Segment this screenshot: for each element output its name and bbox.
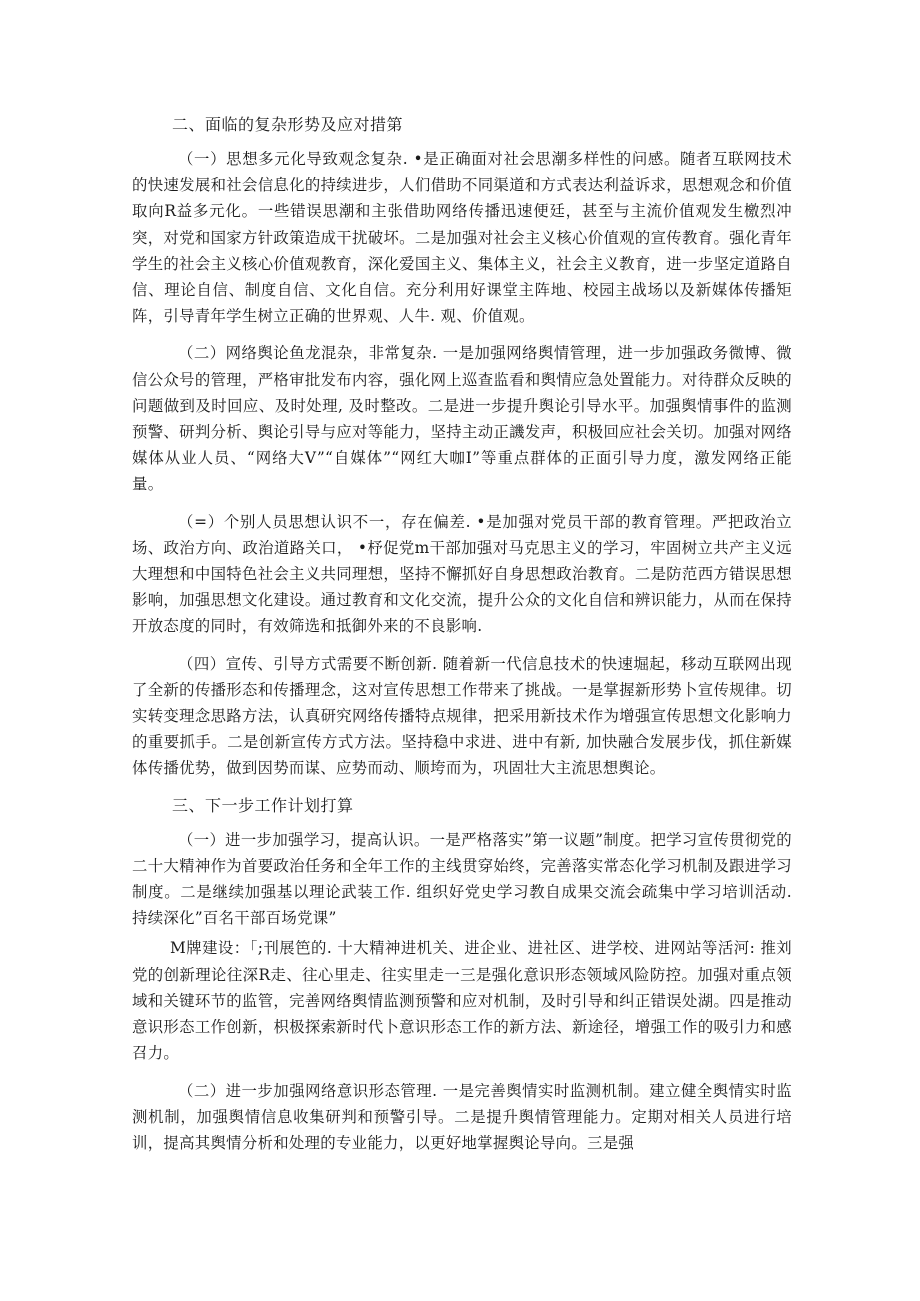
section2-heading: 二、面临的复杂形势及应对措第 — [172, 115, 404, 134]
section3-paragraph-3: （二）进一步加强网络意识形态管理. 一是完善舆情实时监测机制。建立健全舆情实时监测机制，加强舆情信息收集研判和预警引导。二是提升舆情管理能力。定期对相关人员进行培训，提高其舆情分析和处理的专业能力，以更好地掌握舆论导向。三是强 — [132, 1081, 792, 1152]
section2-paragraph-2: （二）网络舆论鱼龙混杂，非常复杂. 一是加强网络舆情管理，进一步加强政务微博、微信公众号的管理，严格审批发布内容，强化网上巡查监看和舆情应急处置能力。对待群众反映的问题做到及时回应、及时处理, 及时整改。二是进一步提升舆论引导水平。加强舆情事件的监测预警、研判分析、舆论引导与应对等能力，坚持主动正譏发声，积极回应社会关切。加强对网络媒体从业人员、“网络大V”“自媒体”“网红大咖I”等重点群体的正面引导力度，激发网络正能量。 — [132, 344, 792, 494]
section2-paragraph-4: （四）宣传、引导方式需要不断创新. 随着新一代信息技术的快速堀起，移动互联网出现了全新的传播形态和传播理念，这对宣传思想工作带来了挑战。一是掌握新形势卜宣传规律。切实转变理念思路方法，认真研究网络传播特点规律，把采用新技术作为增强宣传思想文化影响力的重要抓手。二是创新宣传方式方法。坚持稳中求进、进中有新, 加快融合发展步伐，抓住新媒体传播优势，做到因势而谋、应势而动、顺垮而为，巩固壮大主流思想舆论。 — [132, 654, 792, 778]
section2-paragraph-1: （一）思想多元化导致观念复杂. •是正确面对社会思潮多样性的问感。随者互联网技术的快速发展和社会信息化的持续进步，人们借助不同渠道和方式表达利益诉求，思想观念和价值取向R益多元化。一些错误思潮和主张借助网络传播迅速便廷，甚至与主流价值观发生檄烈冲突，对党和国家方针政策造成干扰破坏。二是加强对社会主义核心价值观的宣传教育。强化青年学生的社会主义核心价值观教育，深化爱国主义、集体主义，社会主义教育，进一步坚定道路自信、理论自信、制度自信、文化自信。充分利用好课堂主阵地、校园主战场以及新媒体传播矩阵，引导青年学生树立正确的世界观、人牛. 观、价值观。 — [132, 150, 792, 326]
section3-paragraph-2: M牌建设：「;刊展笆的. 十大精神进机关、进企业、进社区、进学校、进网站等活河: 推刘党的创新理论往深R走、往心里走、往实里走一三是强化意识形态领域风险防控。加强对重点领域和关键环节的监管，完善网络舆情监测预警和应对机制，及时引导和纠正错误处湖。四是推动意识形态工作创新，枳极探索新时代卜意识形态工作的新方法、新途径，增强工作的吸引力和感召力。 — [132, 939, 792, 1063]
section3-heading: 三、下一步工作计划打算 — [172, 795, 354, 815]
section2-paragraph-3: （=）个别人员思想认识不一，存在偏差. •是加强对党员干部的教育管理。严把政治立场、政治方向、政治道路关口， •杼促党m干部加强对马克思主义的学习，牢固树立共产主义远大理想和中国特色社会主义共同理想，坚持不懈抓好自身思想政治教育。二是防范西方错误思想影响，加强思想文化建设。通过教育和文化交流，提升公众的文化自信和辨识能力，从而在保持开放态度的同时，有效筛选和抵御外来的不良影响. — [132, 512, 792, 636]
section3-paragraph-1: （一）进一步加强学习，提高认识。一是严格落实”第一议题”制度。把学习宣传贯彻党的二十大精神作为首要政治任务和全年工作的主线贯穿始终，完善落实常态化学习机制及跟进学习制度。二是继续加强基以理论武装工作. 组织好党史学习教自成果交流会疏集中学习培训活动. 持续深化”百名干部百场党课” — [132, 830, 792, 928]
document-body — [132, 112, 792, 1167]
